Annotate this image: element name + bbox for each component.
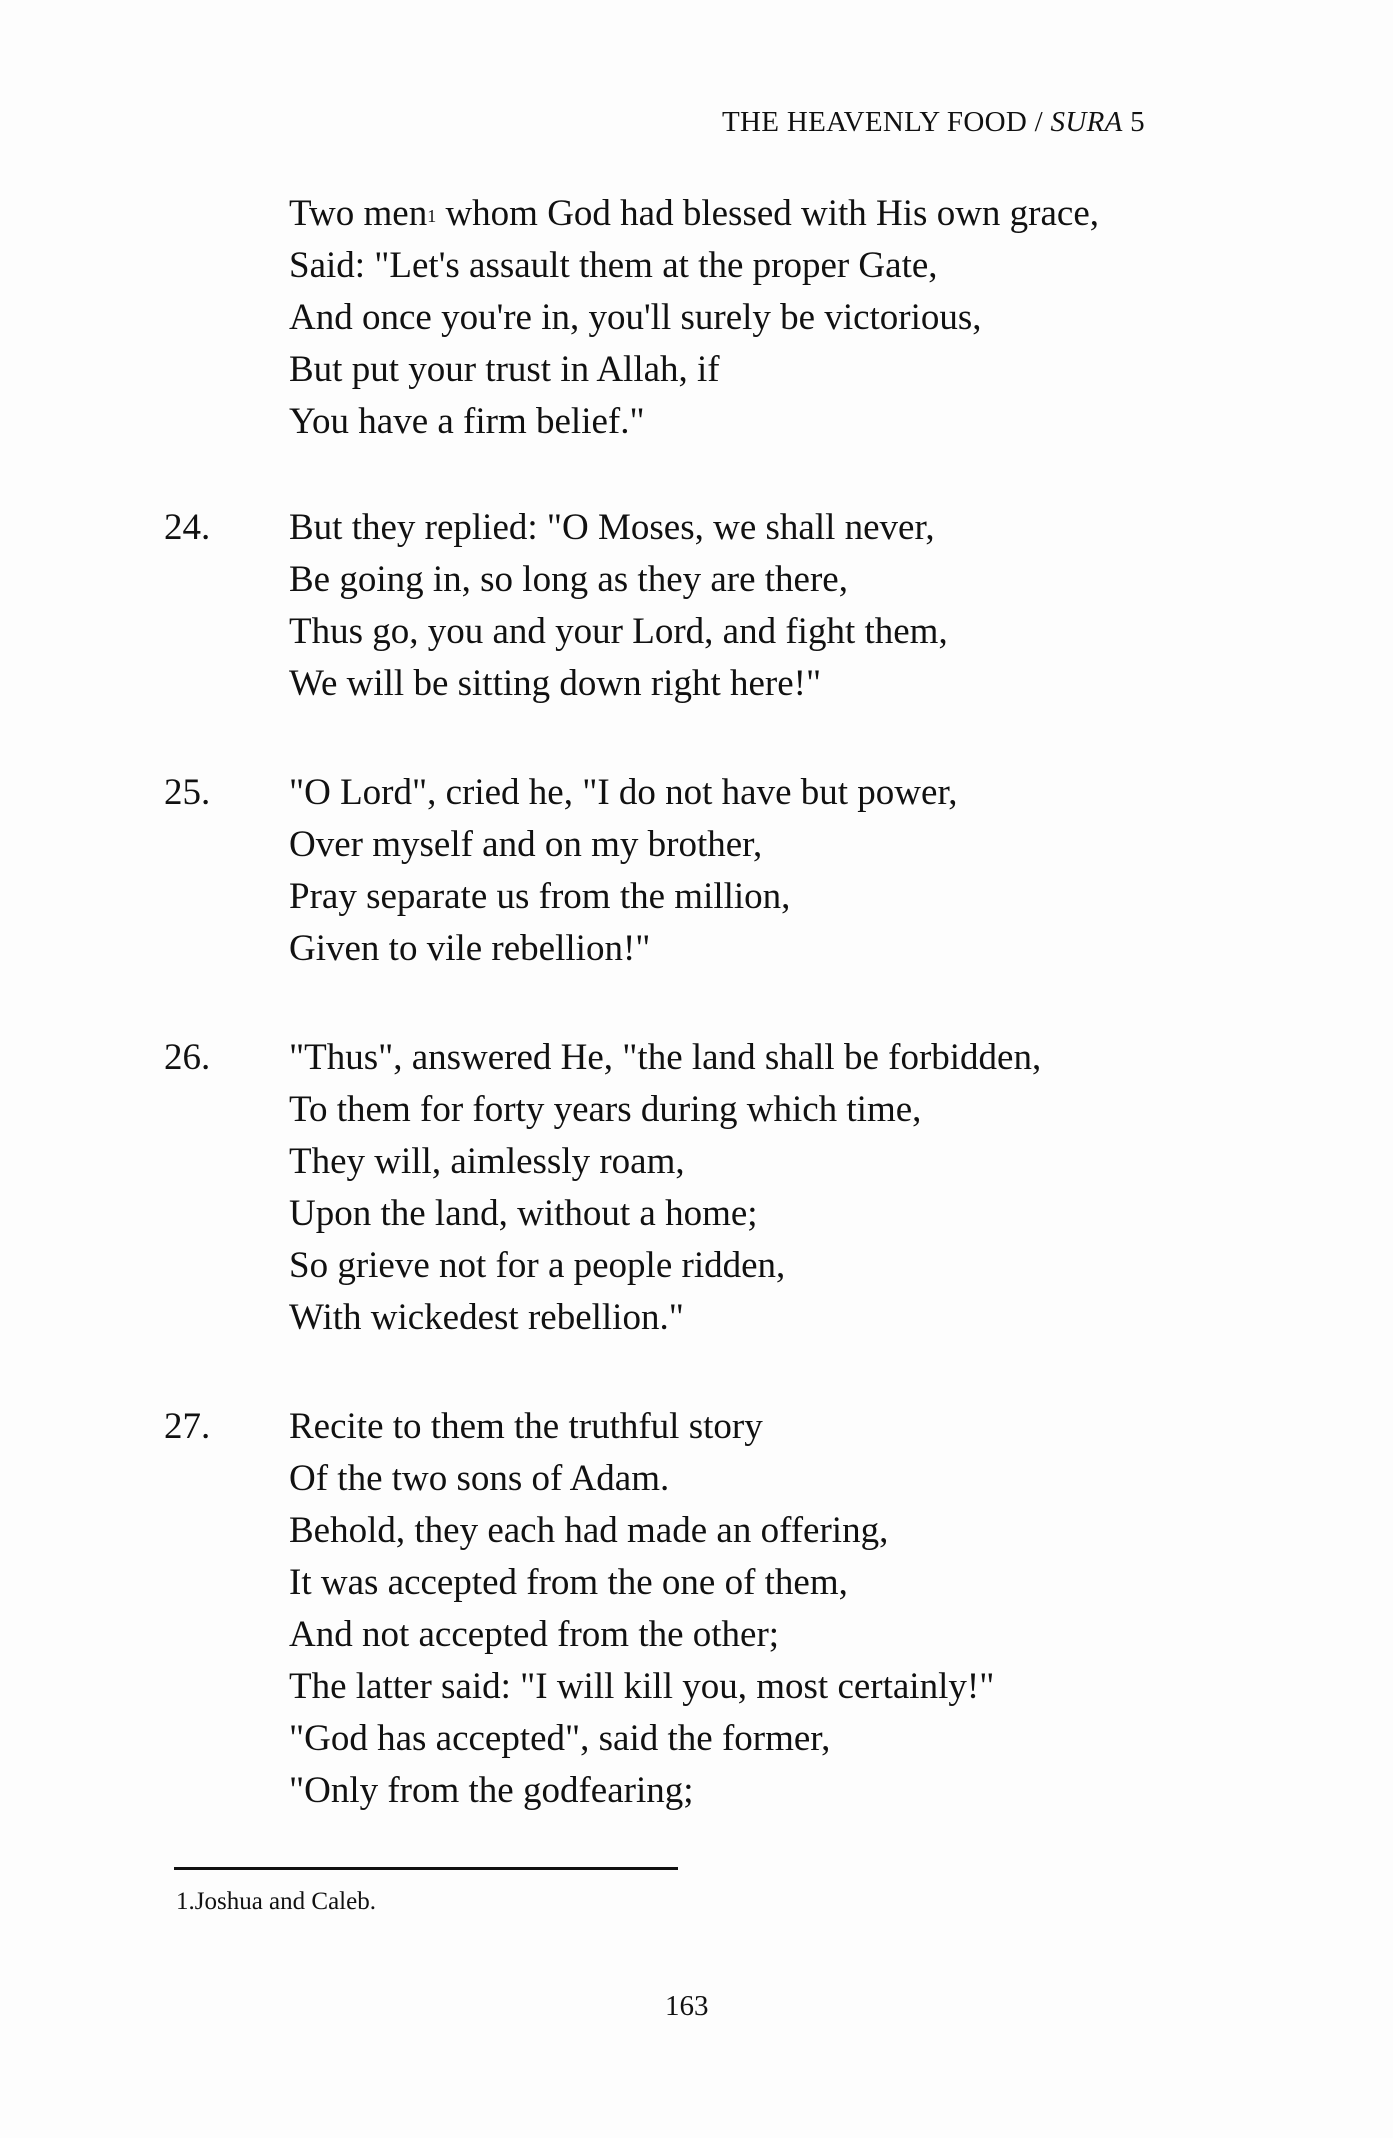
verse-line: Given to vile rebellion!": [289, 928, 651, 969]
verse-number: 25.: [164, 772, 211, 813]
verse-line: [289, 188, 1099, 240]
verse-number: 27.: [164, 1406, 211, 1447]
verse-line: Be going in, so long as they are there,: [289, 559, 848, 600]
verse-line: And not accepted from the other;: [289, 1614, 780, 1655]
footnote-marker[interactable]: 1: [427, 206, 437, 226]
verse-line: So grieve not for a people ridden,: [289, 1245, 786, 1286]
verse-line: Thus go, you and your Lord, and fight them,: [289, 611, 948, 652]
verse-line: Upon the land, without a home;: [289, 1193, 758, 1234]
verse-line-text: whom God had blessed with His own grace,: [436, 193, 1100, 234]
verse-line: But they replied: "O Moses, we shall never,: [289, 507, 935, 548]
verse-line: Pray separate us from the million,: [289, 876, 791, 917]
verse-line: Said: "Let's assault them at the proper Gate,: [289, 245, 938, 286]
verse-line: You have a firm belief.": [289, 401, 645, 442]
header-sura-number: 5: [1122, 106, 1145, 138]
verse-line: The latter said: "I will kill you, most certainly!": [289, 1666, 995, 1707]
running-header: [722, 106, 1145, 139]
footnote-divider: [174, 1867, 678, 1870]
verse-line: We will be sitting down right here!": [289, 663, 822, 704]
verse-line: To them for forty years during which time,: [289, 1089, 922, 1130]
verse-line: It was accepted from the one of them,: [289, 1562, 848, 1603]
verse-line: With wickedest rebellion.": [289, 1297, 684, 1338]
verse-line: And once you're in, you'll surely be victorious,: [289, 297, 982, 338]
verse-line: "Thus", answered He, "the land shall be forbidden,: [289, 1037, 1042, 1078]
verse-number: 26.: [164, 1037, 211, 1078]
footnote: 1.Joshua and Caleb.: [176, 1888, 376, 1915]
verse-line: "O Lord", cried he, "I do not have but power,: [289, 772, 958, 813]
verse-line: "Only from the godfearing;: [289, 1770, 694, 1811]
verse-number: 24.: [164, 507, 211, 548]
verse-line: Of the two sons of Adam.: [289, 1458, 670, 1499]
page-number: 163: [665, 1990, 709, 2022]
verse-line: "God has accepted", said the former,: [289, 1718, 831, 1759]
verse-line: But put your trust in Allah, if: [289, 349, 720, 390]
verse-line: They will, aimlessly roam,: [289, 1141, 685, 1182]
verse-line-text: Two men: [289, 193, 428, 234]
header-title: THE HEAVENLY FOOD /: [722, 106, 1051, 138]
header-sura-label: SURA: [1050, 106, 1123, 138]
verse-line: Behold, they each had made an offering,: [289, 1510, 889, 1551]
verse-line: Over myself and on my brother,: [289, 824, 763, 865]
verse-line: Recite to them the truthful story: [289, 1406, 763, 1447]
